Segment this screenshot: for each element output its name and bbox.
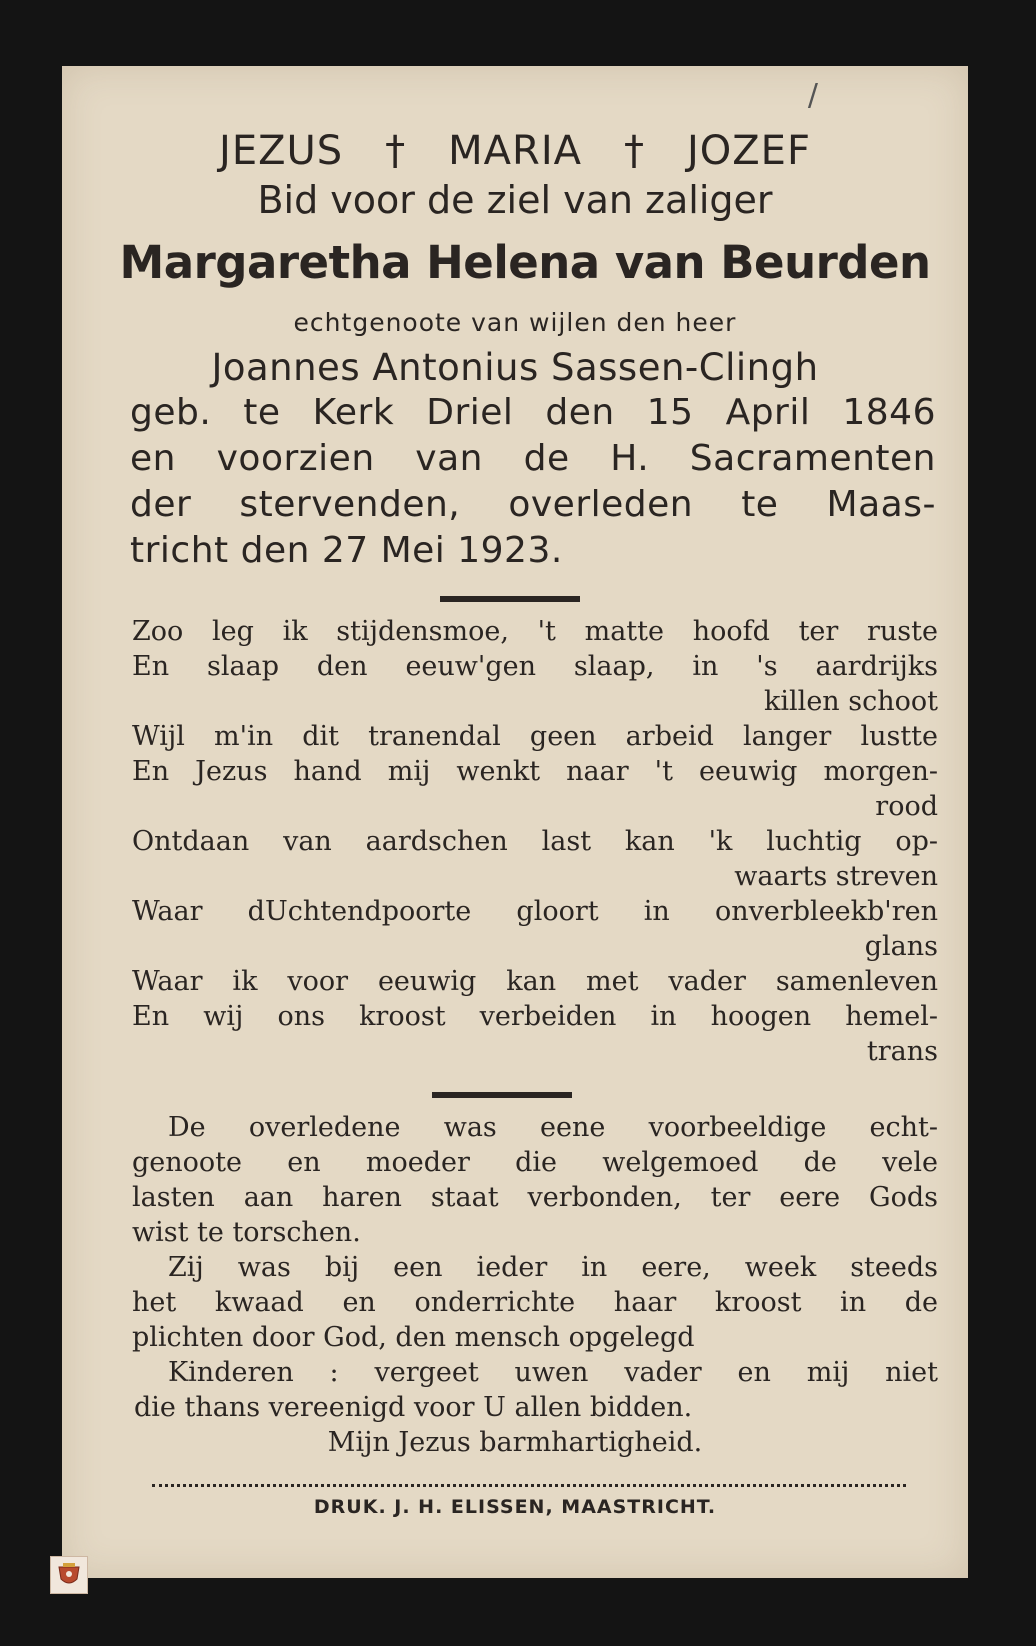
- poem-line: En Jezus hand mij wenkt naar 't eeuwig morgen-: [132, 756, 938, 787]
- poem-line: killen schoot: [764, 686, 938, 717]
- cross-icon: †: [624, 128, 645, 174]
- poem-line: En slaap den eeuw'gen slaap, in 's aardrijks: [132, 651, 938, 682]
- invocation-word-1: JEZUS: [219, 128, 344, 174]
- printer-imprint: DRUK. J. H. ELISSEN, MAASTRICHT.: [313, 1496, 717, 1518]
- invocation-header: [62, 128, 968, 174]
- poem-line: rood: [875, 791, 938, 822]
- prayer-intro: Bid voor de ziel van zaliger: [257, 178, 773, 222]
- invocation-word-2: MARIA: [448, 128, 582, 174]
- poem-line: Ontdaan van aardschen last kan 'k luchtig op-: [132, 826, 938, 857]
- divider: [432, 1092, 572, 1098]
- closing-line: genoote en moeder die welgemoed de vele: [132, 1147, 938, 1178]
- poem-line: Wijl m'in dit tranendal geen arbeid langer lustte: [132, 721, 938, 752]
- bio-line: geb. te Kerk Driel den 15 April 1846: [130, 392, 936, 433]
- closing-line: Kinderen : vergeet uwen vader en mij niet: [168, 1357, 938, 1388]
- bio-line: der stervenden, overleden te Maas-: [130, 484, 936, 525]
- memorial-card: [62, 66, 968, 1578]
- poem-line: waarts streven: [734, 861, 938, 892]
- closing-line: Zij was bij een ieder in eere, week steeds: [168, 1252, 938, 1283]
- bio-line: en voorzien van de H. Sacramenten: [130, 438, 936, 479]
- spouse-intro: echtgenoote van wijlen den heer: [293, 308, 737, 337]
- corner-mark: /: [807, 78, 818, 113]
- closing-line: lasten aan haren staat verbonden, ter eere Gods: [132, 1182, 938, 1213]
- closing-line: wist te torschen.: [132, 1217, 361, 1248]
- poem-line: Waar ik voor eeuwig kan met vader samenleven: [132, 966, 938, 997]
- poem-line: En wij ons kroost verbeiden in hoogen hemel-: [132, 1001, 938, 1032]
- closing-line: De overledene was eene voorbeeldige echt-: [168, 1112, 938, 1143]
- spouse-name: Joannes Antonius Sassen-Clingh: [211, 346, 819, 389]
- bio-line: tricht den 27 Mei 1923.: [130, 530, 563, 571]
- closing-line: Mijn Jezus barmhartigheid.: [327, 1427, 703, 1458]
- closing-line: plichten door God, den mensch opgelegd: [132, 1322, 695, 1353]
- poem-line: trans: [866, 1036, 938, 1067]
- cross-icon: †: [385, 128, 407, 174]
- closing-line: het kwaad en onderrichte haar kroost in de: [132, 1287, 938, 1318]
- closing-line: die thans vereenigd voor U allen bidden.: [134, 1392, 693, 1423]
- poem-line: glans: [864, 931, 938, 962]
- poem-line: Waar dUchtendpoorte gloort in onverbleekb'ren: [132, 896, 938, 927]
- dotted-divider: [152, 1484, 906, 1487]
- divider: [440, 596, 580, 602]
- deceased-name: Margaretha Helena van Beurden: [119, 236, 931, 289]
- invocation-word-3: JOZEF: [687, 128, 811, 174]
- poem-line: Zoo leg ik stijdensmoe, 't matte hoofd ter ruste: [132, 616, 938, 647]
- crest-icon: [50, 1556, 88, 1594]
